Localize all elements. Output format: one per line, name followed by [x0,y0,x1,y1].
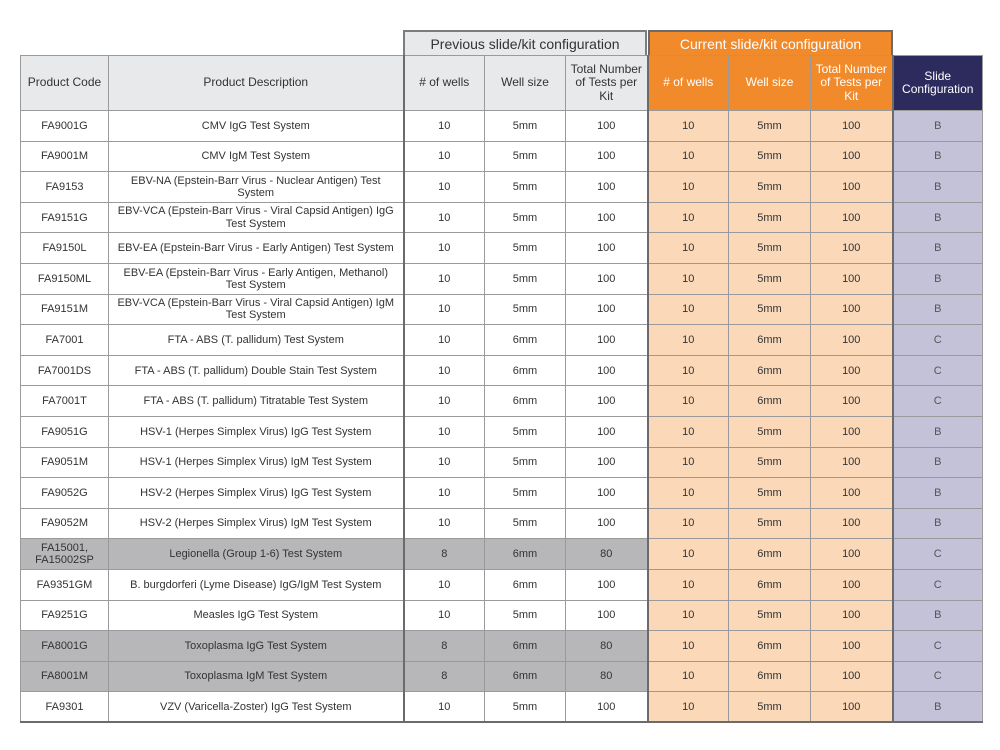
table-row [21,233,983,264]
slide-configuration-cell: B [893,111,983,142]
prev-total-tests-cell: 80 [566,661,648,692]
curr-total-tests-cell: 100 [811,600,893,631]
curr-wells-cell: 10 [648,263,729,294]
prev-total-tests-cell: 100 [566,447,648,478]
curr-total-tests-cell: 100 [811,172,893,203]
product-code-cell: FA8001M [21,661,109,692]
prev-wells-cell: 10 [404,325,485,356]
curr-well-size-cell: 5mm [729,416,811,447]
curr-wells-cell: 10 [648,416,729,447]
slide-configuration-cell: C [893,325,983,356]
prev-wells-cell: 10 [404,233,485,264]
prev-wells-cell: 10 [404,355,485,386]
product-code-cell: FA9151G [21,202,109,233]
prev-total-tests-cell: 100 [566,325,648,356]
product-code-cell: FA9052M [21,508,109,539]
curr-wells-cell: 10 [648,202,729,233]
curr-wells-cell: 10 [648,172,729,203]
curr-total-tests-cell: 100 [811,202,893,233]
curr-total-tests-cell: 100 [811,447,893,478]
product-description-cell: EBV-EA (Epstein-Barr Virus - Early Antigen, Methanol) Test System [109,263,404,294]
prev-total-tests-cell: 100 [566,111,648,142]
curr-wells-cell: 10 [648,661,729,692]
prev-total-tests-cell: 100 [566,692,648,723]
table-row [21,325,983,356]
product-code-cell: FA8001G [21,631,109,662]
product-description-cell: EBV-VCA (Epstein-Barr Virus - Viral Capsid Antigen) IgG Test System [109,202,404,233]
prev-wells-cell: 8 [404,631,485,662]
table-row [21,661,983,692]
curr-total-tests-cell: 100 [811,539,893,570]
slide-configuration-cell: B [893,447,983,478]
prev-wells-cell: 10 [404,416,485,447]
prev-total-tests-cell: 100 [566,233,648,264]
curr-well-size-cell: 5mm [729,263,811,294]
curr-total-tests-cell: 100 [811,631,893,662]
product-code-cell: FA9351GM [21,569,109,600]
prev-total-tests-cell: 80 [566,539,648,570]
col-header-prev-total-tests: Total Number of Tests per Kit [566,56,648,111]
prev-well-size-cell: 5mm [485,416,566,447]
curr-well-size-cell: 5mm [729,600,811,631]
curr-well-size-cell: 5mm [729,111,811,142]
product-description-cell: HSV-1 (Herpes Simplex Virus) IgM Test System [109,447,404,478]
table-row [21,478,983,509]
curr-well-size-cell: 5mm [729,233,811,264]
curr-total-tests-cell: 100 [811,661,893,692]
prev-well-size-cell: 5mm [485,600,566,631]
product-code-cell: FA9051G [21,416,109,447]
prev-wells-cell: 10 [404,263,485,294]
col-header-product-code: Product Code [21,56,109,111]
slide-configuration-cell: C [893,539,983,570]
curr-well-size-cell: 5mm [729,508,811,539]
curr-total-tests-cell: 100 [811,569,893,600]
prev-well-size-cell: 5mm [485,294,566,325]
curr-well-size-cell: 5mm [729,447,811,478]
product-description-cell: EBV-NA (Epstein-Barr Virus - Nuclear Antigen) Test System [109,172,404,203]
table-row [21,539,983,570]
prev-wells-cell: 10 [404,141,485,172]
col-header-curr-total-tests: Total Number of Tests per Kit [811,56,893,111]
curr-wells-cell: 10 [648,631,729,662]
prev-wells-cell: 10 [404,508,485,539]
prev-well-size-cell: 6mm [485,325,566,356]
product-description-cell: CMV IgM Test System [109,141,404,172]
prev-wells-cell: 10 [404,478,485,509]
curr-wells-cell: 10 [648,233,729,264]
curr-well-size-cell: 6mm [729,569,811,600]
prev-well-size-cell: 5mm [485,202,566,233]
curr-total-tests-cell: 100 [811,294,893,325]
prev-well-size-cell: 5mm [485,447,566,478]
slide-configuration-cell: B [893,172,983,203]
table-row [21,692,983,723]
prev-wells-cell: 10 [404,202,485,233]
product-description-cell: HSV-1 (Herpes Simplex Virus) IgG Test System [109,416,404,447]
prev-total-tests-cell: 100 [566,569,648,600]
curr-total-tests-cell: 100 [811,416,893,447]
prev-total-tests-cell: 100 [566,600,648,631]
product-code-cell: FA9151M [21,294,109,325]
table-row [21,447,983,478]
slide-configuration-cell: C [893,631,983,662]
prev-wells-cell: 10 [404,172,485,203]
product-description-cell: FTA - ABS (T. pallidum) Titratable Test System [109,386,404,417]
prev-total-tests-cell: 100 [566,355,648,386]
col-header-prev-wells: # of wells [404,56,485,111]
product-description-cell: Toxoplasma IgG Test System [109,631,404,662]
product-code-cell: FA9301 [21,692,109,723]
product-code-cell: FA9052G [21,478,109,509]
curr-total-tests-cell: 100 [811,692,893,723]
curr-wells-cell: 10 [648,569,729,600]
product-code-cell: FA9251G [21,600,109,631]
prev-total-tests-cell: 100 [566,508,648,539]
product-code-cell: FA7001T [21,386,109,417]
prev-wells-cell: 10 [404,294,485,325]
prev-well-size-cell: 5mm [485,478,566,509]
product-description-cell: Legionella (Group 1-6) Test System [109,539,404,570]
prev-well-size-cell: 5mm [485,233,566,264]
curr-total-tests-cell: 100 [811,141,893,172]
product-description-cell: VZV (Varicella-Zoster) IgG Test System [109,692,404,723]
curr-well-size-cell: 6mm [729,661,811,692]
slide-configuration-cell: B [893,202,983,233]
curr-wells-cell: 10 [648,539,729,570]
curr-wells-cell: 10 [648,692,729,723]
product-code-cell: FA7001 [21,325,109,356]
header-row [21,56,983,111]
col-header-product-description: Product Description [109,56,404,111]
curr-well-size-cell: 5mm [729,202,811,233]
table-row [21,386,983,417]
curr-well-size-cell: 5mm [729,478,811,509]
table-row [21,631,983,662]
curr-wells-cell: 10 [648,141,729,172]
curr-total-tests-cell: 100 [811,355,893,386]
prev-wells-cell: 10 [404,692,485,723]
col-header-curr-wells: # of wells [648,56,729,111]
slide-configuration-cell: C [893,569,983,600]
prev-wells-cell: 8 [404,661,485,692]
product-code-cell: FA9153 [21,172,109,203]
slide-configuration-cell: B [893,141,983,172]
table-row [21,416,983,447]
curr-well-size-cell: 6mm [729,386,811,417]
prev-total-tests-cell: 100 [566,478,648,509]
curr-total-tests-cell: 100 [811,263,893,294]
product-description-cell: HSV-2 (Herpes Simplex Virus) IgM Test System [109,508,404,539]
curr-total-tests-cell: 100 [811,233,893,264]
curr-total-tests-cell: 100 [811,325,893,356]
slide-configuration-cell: B [893,478,983,509]
table-row [21,600,983,631]
table-row [21,294,983,325]
product-code-cell: FA9001G [21,111,109,142]
product-code-cell: FA9150ML [21,263,109,294]
product-description-cell: FTA - ABS (T. pallidum) Test System [109,325,404,356]
curr-wells-cell: 10 [648,386,729,417]
prev-total-tests-cell: 100 [566,263,648,294]
table-row [21,355,983,386]
prev-well-size-cell: 5mm [485,508,566,539]
prev-well-size-cell: 6mm [485,386,566,417]
table-row [21,141,983,172]
product-description-cell: B. burgdorferi (Lyme Disease) IgG/IgM Test System [109,569,404,600]
curr-well-size-cell: 6mm [729,355,811,386]
prev-well-size-cell: 5mm [485,172,566,203]
prev-well-size-cell: 5mm [485,263,566,294]
curr-wells-cell: 10 [648,447,729,478]
product-description-cell: EBV-VCA (Epstein-Barr Virus - Viral Capsid Antigen) IgM Test System [109,294,404,325]
product-description-cell: Measles IgG Test System [109,600,404,631]
prev-total-tests-cell: 100 [566,416,648,447]
curr-well-size-cell: 6mm [729,539,811,570]
col-header-prev-well-size: Well size [485,56,566,111]
prev-well-size-cell: 5mm [485,692,566,723]
product-description-cell: EBV-EA (Epstein-Barr Virus - Early Antigen) Test System [109,233,404,264]
slide-configuration-cell: C [893,661,983,692]
curr-total-tests-cell: 100 [811,111,893,142]
curr-wells-cell: 10 [648,508,729,539]
curr-well-size-cell: 5mm [729,141,811,172]
slide-configuration-cell: B [893,294,983,325]
prev-well-size-cell: 5mm [485,111,566,142]
product-code-cell: FA9001M [21,141,109,172]
product-description-cell: HSV-2 (Herpes Simplex Virus) IgG Test System [109,478,404,509]
slide-configuration-cell: B [893,508,983,539]
prev-wells-cell: 10 [404,447,485,478]
product-code-cell: FA9150L [21,233,109,264]
curr-well-size-cell: 5mm [729,692,811,723]
product-description-cell: CMV IgG Test System [109,111,404,142]
curr-total-tests-cell: 100 [811,478,893,509]
previous-config-header: Previous slide/kit configuration [403,30,647,55]
prev-wells-cell: 8 [404,539,485,570]
curr-well-size-cell: 6mm [729,325,811,356]
col-header-curr-well-size: Well size [729,56,811,111]
prev-wells-cell: 10 [404,111,485,142]
slide-configuration-cell: B [893,263,983,294]
curr-wells-cell: 10 [648,325,729,356]
slide-configuration-cell: B [893,692,983,723]
curr-wells-cell: 10 [648,111,729,142]
product-description-cell: FTA - ABS (T. pallidum) Double Stain Test System [109,355,404,386]
curr-wells-cell: 10 [648,478,729,509]
prev-total-tests-cell: 100 [566,386,648,417]
prev-total-tests-cell: 100 [566,294,648,325]
prev-well-size-cell: 6mm [485,661,566,692]
table-row [21,508,983,539]
slide-configuration-cell: B [893,233,983,264]
curr-well-size-cell: 5mm [729,172,811,203]
prev-well-size-cell: 6mm [485,631,566,662]
current-config-header: Current slide/kit configuration [648,30,893,55]
product-code-cell: FA9051M [21,447,109,478]
curr-wells-cell: 10 [648,294,729,325]
col-header-slide-configuration: Slide Configuration [893,56,983,111]
prev-wells-cell: 10 [404,600,485,631]
slide-configuration-cell: B [893,600,983,631]
curr-total-tests-cell: 100 [811,508,893,539]
prev-total-tests-cell: 80 [566,631,648,662]
prev-total-tests-cell: 100 [566,141,648,172]
table-row [21,172,983,203]
table-row [21,111,983,142]
product-description-cell: Toxoplasma IgM Test System [109,661,404,692]
table-row [21,569,983,600]
product-code-cell: FA15001, FA15002SP [21,539,109,570]
prev-total-tests-cell: 100 [566,172,648,203]
table-row [21,202,983,233]
table-row [21,263,983,294]
slide-configuration-cell: B [893,416,983,447]
curr-well-size-cell: 6mm [729,631,811,662]
prev-total-tests-cell: 100 [566,202,648,233]
prev-well-size-cell: 6mm [485,569,566,600]
slide-configuration-cell: C [893,386,983,417]
prev-wells-cell: 10 [404,386,485,417]
prev-well-size-cell: 6mm [485,355,566,386]
curr-wells-cell: 10 [648,355,729,386]
prev-well-size-cell: 6mm [485,539,566,570]
prev-wells-cell: 10 [404,569,485,600]
product-configuration-table [20,55,983,723]
curr-total-tests-cell: 100 [811,386,893,417]
product-code-cell: FA7001DS [21,355,109,386]
curr-well-size-cell: 5mm [729,294,811,325]
slide-configuration-cell: C [893,355,983,386]
prev-well-size-cell: 5mm [485,141,566,172]
curr-wells-cell: 10 [648,600,729,631]
